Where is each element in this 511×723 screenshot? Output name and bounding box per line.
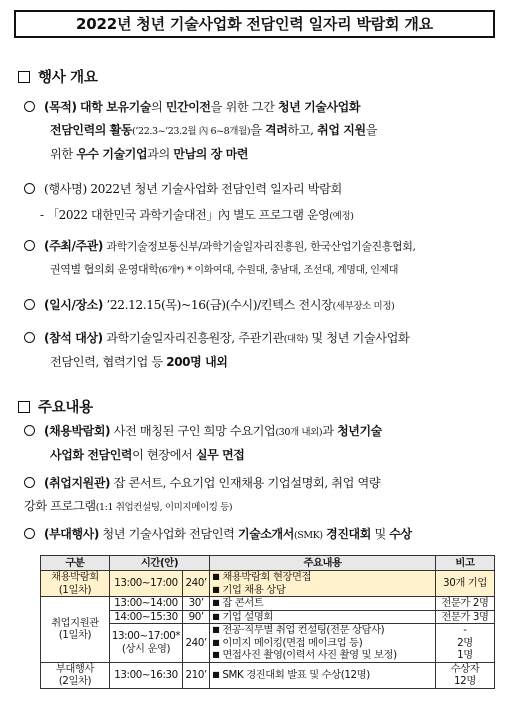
row-time: 13:00~17:00 bbox=[109, 571, 182, 597]
table-row bbox=[41, 571, 495, 597]
header-note: 비고 bbox=[435, 556, 494, 571]
purpose-item: (목적) 대학 보유기술의 민간이전을 위한 그간 청년 기술사업화 전담인력의 활동(’22.3~’23.2월 內 6~8개월)을 격려하고, 취업 지원을 위한 우수 기술기업과의 만남의 장 마련 bbox=[24, 96, 502, 166]
table-row bbox=[41, 597, 495, 611]
row-note: - 2명 1명 bbox=[435, 624, 494, 663]
row-note: 전문가 2명 bbox=[435, 597, 494, 611]
circle-bullet-icon bbox=[24, 528, 35, 539]
row-category: 취업지원관 (1일차) bbox=[41, 597, 110, 663]
row-time: 13:00~14:00 bbox=[109, 597, 182, 611]
circle-bullet-icon bbox=[24, 477, 35, 488]
row-duration: 30’ bbox=[183, 597, 210, 611]
row-duration: 210’ bbox=[183, 662, 210, 688]
support-item: (취업지원관) 잡 콘서트, 수요기업 인재채용 기업설명회, 취업 역량 강화 프로그램(1:1 취업컨설팅, 이미지메이킹 등) bbox=[24, 476, 381, 513]
row-content: ■ 잡 콘서트 bbox=[210, 597, 436, 611]
circle-bullet-icon bbox=[24, 183, 35, 194]
event-name-item: (행사명) 2022년 청년 기술사업화 전담인력 일자리 박람회 bbox=[24, 178, 502, 201]
section-main-heading: 주요내용 bbox=[18, 396, 93, 417]
row-content: ■ 기업 설명회 bbox=[210, 610, 436, 624]
row-category: 채용박람회 (1일차) bbox=[41, 571, 110, 597]
row-time: 13:00~17:00* (상시 운영) bbox=[109, 624, 182, 663]
row-content: ■ 전공·직무별 취업 컨설팅(전문 상담사) ■ 이미지 메이킹(면접 메이크업 등) ■ 면접사진 촬영(이력서 사진 촬영 및 보정) bbox=[210, 624, 436, 663]
datetime-item: (일시/장소) ’22.12.15(목)~16(금)(수시)/킨텍스 전시장(세부장소 미정) bbox=[24, 294, 502, 318]
row-content: ■ 채용박람회 현장면접 ■ 기업 채용 상담 bbox=[210, 571, 436, 597]
section-overview-heading: 행사 개요 bbox=[18, 66, 98, 87]
row-note: 전문가 3명 bbox=[435, 610, 494, 624]
circle-bullet-icon bbox=[24, 299, 35, 310]
participants-item: (참석 대상) 과학기술일자리진흥원장, 주관기관(대학) 및 청년 기술사업화 전담인력, 협력기업 등 200명 내외 bbox=[24, 327, 502, 374]
row-category: 부대행사 (2일차) bbox=[41, 662, 110, 688]
table-row bbox=[41, 610, 495, 624]
circle-bullet-icon bbox=[24, 425, 35, 436]
row-duration: 90’ bbox=[183, 610, 210, 624]
circle-bullet-icon bbox=[24, 240, 35, 251]
row-content: ■ SMK 경진대회 발표 및 수상(12명) bbox=[210, 662, 436, 688]
square-bullet-icon bbox=[18, 401, 30, 413]
table-header-row bbox=[41, 556, 495, 571]
circle-bullet-icon bbox=[24, 101, 35, 112]
square-bullet-icon bbox=[18, 71, 30, 83]
document-title: 2022년 청년 기술사업화 전담인력 일자리 박람회 개요 bbox=[14, 10, 495, 38]
row-time: 14:00~15:30 bbox=[109, 610, 182, 624]
table-row bbox=[41, 662, 495, 688]
sideevent-item: (부대행사) 청년 기술사업화 전담인력 기술소개서(SMK) 경진대회 및 수상 bbox=[24, 523, 502, 547]
header-content: 주요내용 bbox=[210, 556, 436, 571]
host-item: (주최/주관) 과학기술정보통신부/과학기술일자리진흥원, 한국산업기술진흥협회, 권역별 협의회 운영대학(6개*) * 이화여대, 수원대, 충남대, 조선대, 계명대, 인제대 bbox=[24, 235, 502, 282]
circle-bullet-icon bbox=[24, 332, 35, 343]
header-time: 시간(안) bbox=[109, 556, 209, 571]
header-category: 구분 bbox=[41, 556, 110, 571]
row-note: 30개 기업 bbox=[435, 571, 494, 597]
row-note: 수상자 12명 bbox=[435, 662, 494, 688]
row-time: 13:00~16:30 bbox=[109, 662, 182, 688]
schedule-table bbox=[40, 555, 495, 689]
row-duration: 240’ bbox=[183, 571, 210, 597]
event-name-sub: - 「2022 대한민국 과학기술대전」內 별도 프로그램 운영(예정) bbox=[40, 208, 354, 222]
row-duration: 240’ bbox=[183, 624, 210, 663]
table-row bbox=[41, 624, 495, 663]
recruit-item: (채용박람회) 사전 매칭된 구인 희망 수요기업(30개 내외)과 청년기술 사업화 전담인력이 현장에서 실무 면접 bbox=[24, 420, 502, 467]
